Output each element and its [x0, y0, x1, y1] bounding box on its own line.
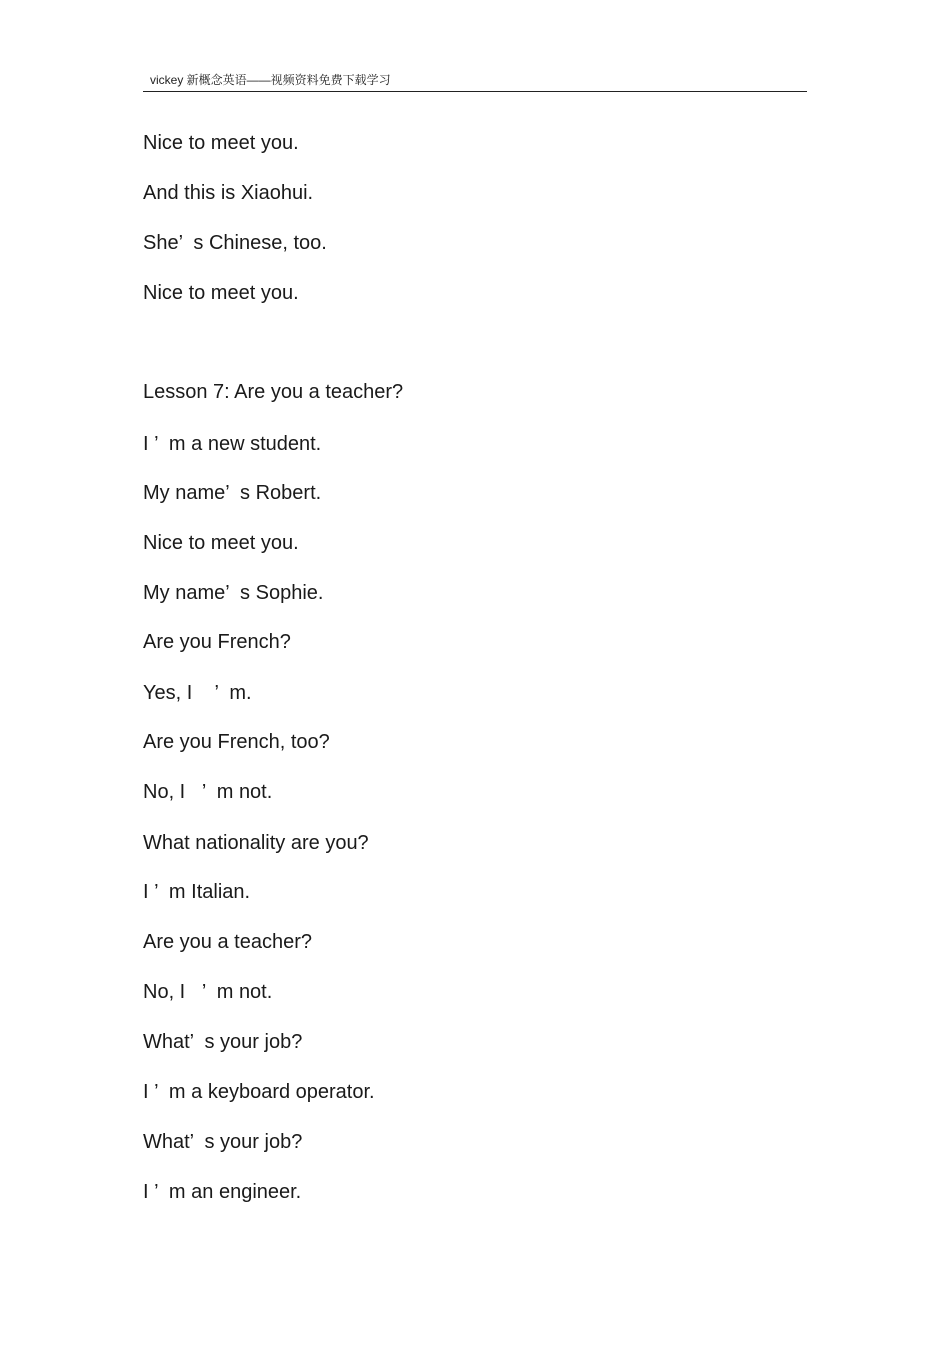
text-line: She’ s Chinese, too.: [143, 232, 327, 254]
text-line: No, I ’ m not.: [143, 981, 273, 1003]
text-line: Nice to meet you.: [143, 282, 299, 304]
text-line: Are you French?: [143, 631, 291, 653]
lesson-heading: Lesson 7: Are you a teacher?: [143, 381, 404, 403]
text-line: I ’ m a new student.: [143, 433, 322, 455]
text-line: No, I ’ m not.: [143, 781, 273, 803]
text-line: What’ s your job?: [143, 1031, 303, 1053]
text-line: My name’ s Sophie.: [143, 582, 324, 604]
text-line: I ’ m a keyboard operator.: [143, 1081, 375, 1103]
text-line: Are you a teacher?: [143, 931, 312, 953]
text-line: Nice to meet you.: [143, 132, 299, 154]
text-line: What nationality are you?: [143, 832, 369, 854]
page-header: [143, 68, 807, 92]
text-line: I ’ m Italian.: [143, 881, 251, 903]
header-text: vickey 新概念英语——视频资料免费下载学习: [150, 73, 391, 87]
text-line: And this is Xiaohui.: [143, 182, 314, 204]
text-line: Yes, I ’ m.: [143, 682, 252, 704]
text-line: My name’ s Robert.: [143, 482, 322, 504]
text-line: Are you French, too?: [143, 731, 330, 753]
text-line: Nice to meet you.: [143, 532, 299, 554]
text-line: I ’ m an engineer.: [143, 1181, 302, 1203]
text-line: What’ s your job?: [143, 1131, 303, 1153]
